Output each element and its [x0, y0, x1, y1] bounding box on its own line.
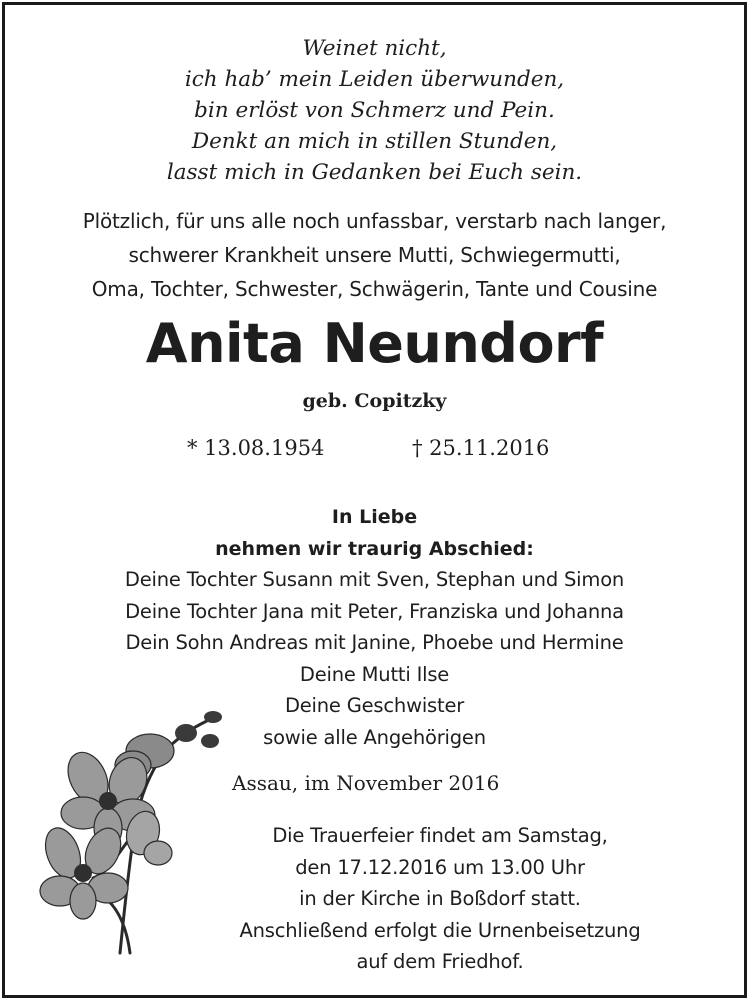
poem-line: Weinet nicht,	[302, 36, 447, 61]
birth-name: geb. Copitzky	[302, 390, 447, 412]
funeral-service-info	[200, 820, 680, 978]
announcement-text	[0, 204, 749, 306]
birth-date: * 13.08.1954	[187, 436, 325, 460]
poem	[0, 33, 749, 188]
mourner-line: Deine Geschwister	[284, 694, 465, 717]
mourner-line: Dein Sohn Andreas mit Janine, Phoebe und Hermine	[125, 631, 624, 654]
announcement-line: Plötzlich, für uns alle noch unfassbar, verstarb nach langer,	[82, 209, 667, 233]
service-line: Die Trauerfeier findet am Samstag,	[272, 824, 608, 847]
service-line: in der Kirche in Boßdorf statt.	[299, 887, 581, 910]
farewell-line: nehmen wir traurig Abschied:	[215, 538, 534, 560]
place-date: Assau, im November 2016	[232, 771, 500, 795]
mourner-line: Deine Mutti Ilse	[299, 662, 450, 686]
announcement-line: schwerer Krankheit unsere Mutti, Schwiegermutti,	[128, 243, 621, 267]
poem-line: bin erlöst von Schmerz und Pein.	[194, 98, 555, 123]
service-line: auf dem Friedhof.	[356, 950, 524, 973]
poem-line: lasst mich in Gedanken bei Euch sein.	[166, 160, 583, 185]
mourner-line: Deine Tochter Jana mit Peter, Franziska und Johanna	[125, 599, 624, 623]
mourner-line: Deine Tochter Susann mit Sven, Stephan und Simon	[124, 568, 625, 591]
orchid-icon	[38, 703, 238, 963]
farewell-line: In Liebe	[331, 506, 418, 528]
poem-line: Denkt an mich in stillen Stunden,	[191, 129, 558, 154]
deceased-name: Anita Neundorf	[145, 312, 604, 375]
mourner-line: sowie alle Angehörigen	[263, 725, 486, 749]
announcement-line: Oma, Tochter, Schwester, Schwägerin, Tante und Cousine	[91, 277, 658, 301]
service-line: Anschließend erfolgt die Urnenbeisetzung	[239, 918, 641, 942]
poem-line: ich hab’ mein Leiden überwunden,	[184, 67, 565, 92]
service-line: den 17.12.2016 um 13.00 Uhr	[295, 855, 585, 879]
death-date: † 25.11.2016	[412, 436, 550, 460]
farewell-heading	[0, 501, 749, 565]
